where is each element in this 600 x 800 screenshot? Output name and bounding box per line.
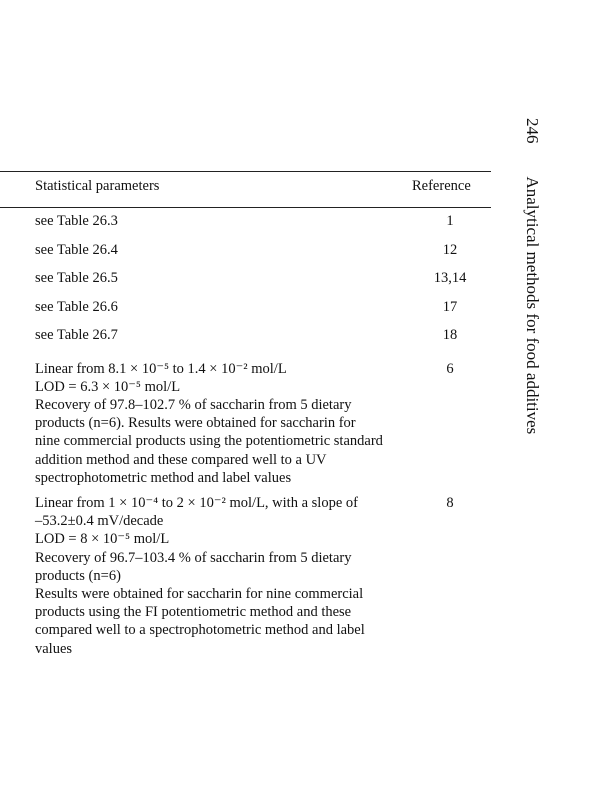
page-number: 246	[523, 118, 542, 144]
row-line: see Table 26.4	[35, 241, 118, 258]
row-statistics	[35, 326, 435, 344]
header-reference: Reference	[412, 178, 471, 194]
table-row	[35, 241, 475, 270]
row-line: values	[35, 640, 73, 657]
row-line: Results were obtained for saccharin for nine commercial	[35, 585, 364, 602]
row-line: see Table 26.5	[35, 270, 118, 286]
row-line: Recovery of 97.8–102.7 % of saccharin from 5 dietary	[35, 396, 352, 413]
row-line: products (n=6). Results were obtained for saccharin for	[35, 415, 356, 432]
row-line: products using the FI potentiometric method and these	[35, 604, 352, 621]
table-row	[35, 298, 475, 327]
row-statistics	[35, 494, 435, 658]
table-row	[35, 360, 475, 487]
header-statistical-parameters: Statistical parameters	[35, 178, 160, 194]
table-top-rule	[0, 171, 491, 172]
table-header-rule	[0, 207, 491, 208]
row-reference: 13,14	[433, 270, 467, 286]
row-statistics	[35, 269, 435, 287]
row-line: see Table 26.6	[35, 298, 118, 315]
row-reference: 18	[442, 327, 458, 343]
row-reference: 17	[442, 298, 458, 315]
row-statistics	[35, 212, 435, 230]
row-line: compared well to a spectrophotometric method and label	[35, 622, 365, 639]
row-statistics	[35, 360, 435, 487]
row-line: –53.2±0.4 mV/decade	[35, 513, 164, 530]
row-line: Recovery of 96.7–103.4 % of saccharin from 5 dietary	[35, 549, 352, 566]
row-line: addition method and these compared well to a UV	[35, 451, 327, 468]
row-reference: 6	[446, 360, 454, 377]
row-line: LOD = 8 × 10⁻⁵ mol/L	[35, 531, 170, 548]
book-title: Analytical methods for food additives	[523, 176, 542, 435]
running-head	[522, 118, 542, 434]
row-line: Linear from 1 × 10⁻⁴ to 2 × 10⁻² mol/L, with a slope of	[35, 494, 358, 511]
row-line: products (n=6)	[35, 567, 121, 584]
table-row	[35, 212, 475, 241]
row-line: spectrophotometric method and label values	[35, 469, 292, 486]
table-row	[35, 494, 475, 658]
row-statistics	[35, 241, 435, 259]
row-reference: 1	[446, 213, 454, 229]
table-row	[35, 326, 475, 355]
row-reference: 8	[446, 494, 454, 511]
row-line: nine commercial products using the potentiometric standard	[35, 433, 383, 450]
row-line: Linear from 8.1 × 10⁻⁵ to 1.4 × 10⁻² mol/L	[35, 360, 287, 377]
row-statistics	[35, 298, 435, 316]
table-row	[35, 269, 475, 298]
row-line: see Table 26.3	[35, 213, 118, 229]
row-reference: 12	[442, 241, 458, 258]
row-line: LOD = 6.3 × 10⁻⁵ mol/L	[35, 378, 181, 395]
table-body	[35, 212, 475, 665]
row-line: see Table 26.7	[35, 327, 118, 343]
